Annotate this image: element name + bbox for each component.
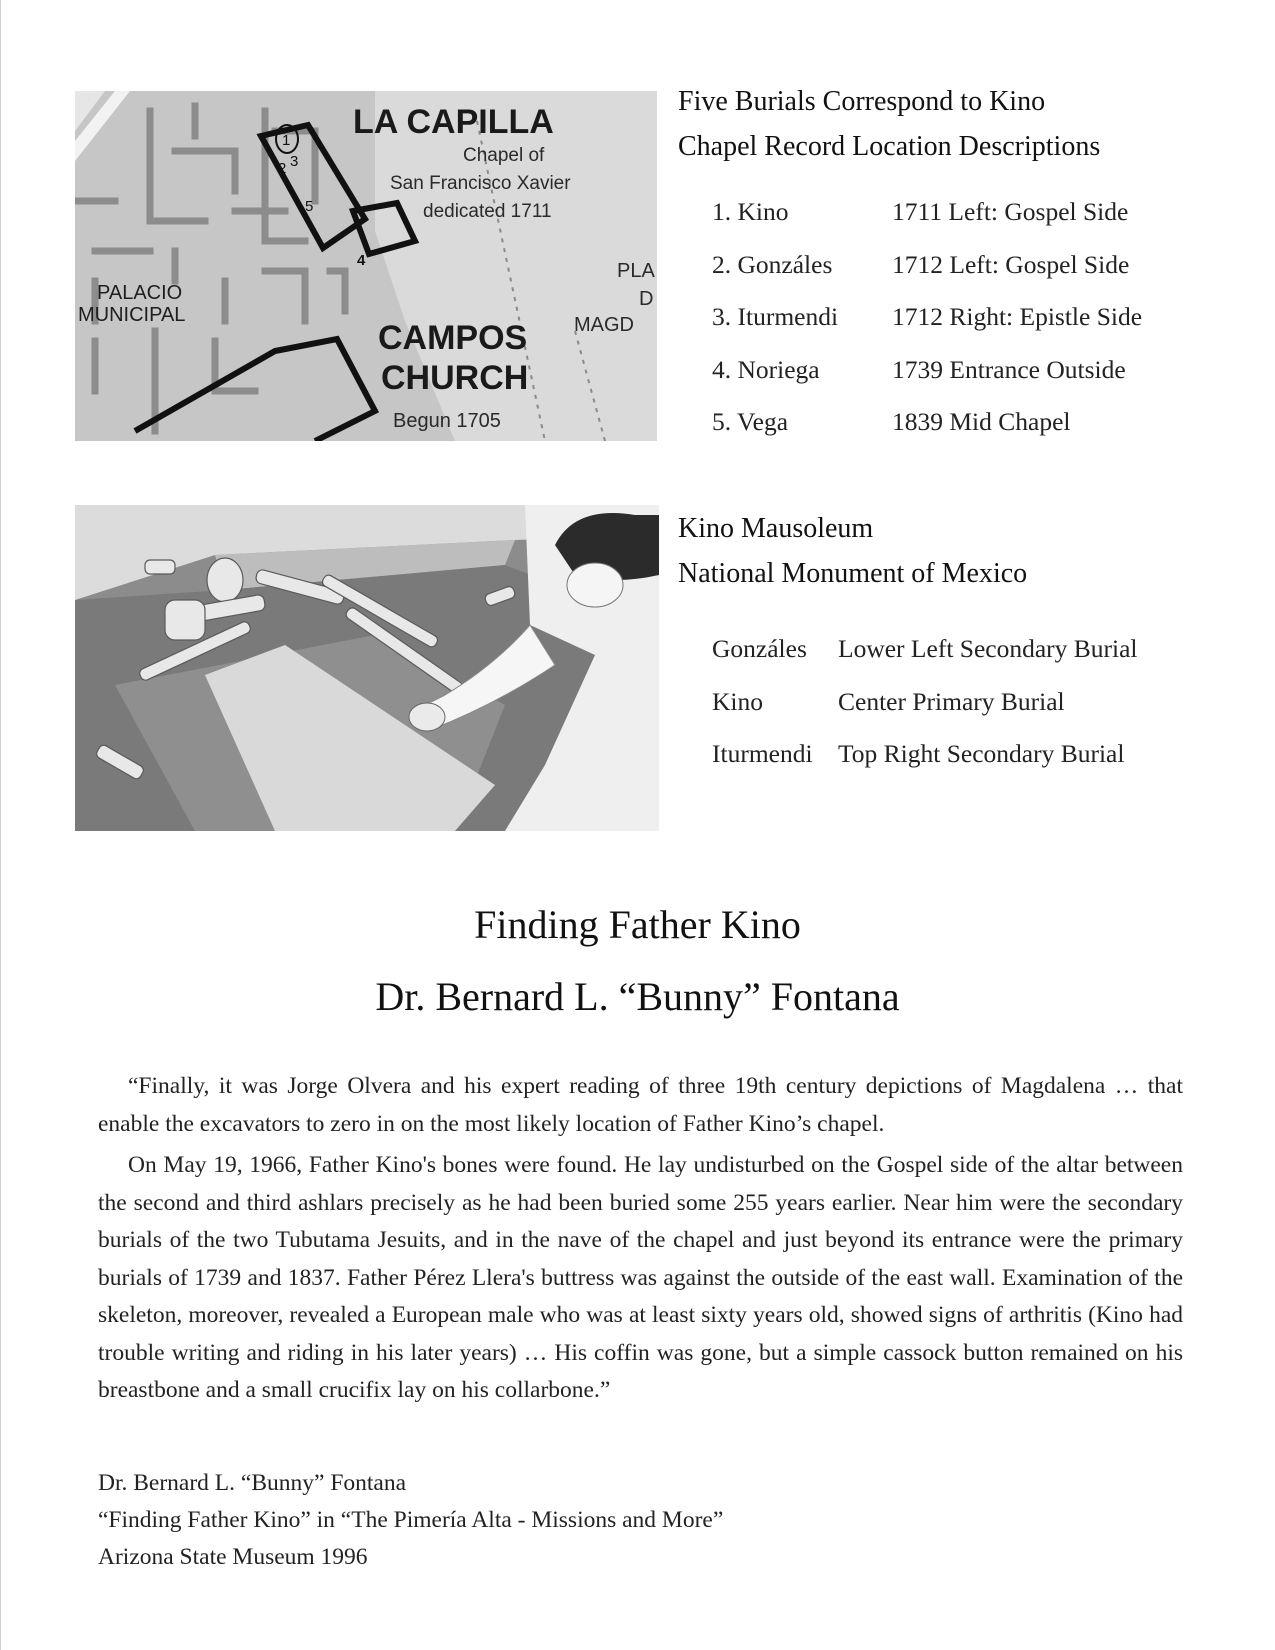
burials-table: [712, 186, 1142, 449]
chapel-site-map: [75, 91, 657, 441]
article-author: Dr. Bernard L. “Bunny” Fontana: [375, 974, 900, 1019]
map-label-chapel-of: Chapel of: [463, 145, 545, 166]
citation-publisher: Arizona State Museum 1996: [98, 1544, 368, 1570]
citation-author: Dr. Bernard L. “Bunny” Fontana: [98, 1470, 407, 1496]
burial-row: [712, 239, 1142, 292]
burial-detail: 1711 Left: Gospel Side: [892, 197, 1129, 227]
mausoleum-row: [712, 728, 1138, 781]
map-label-campos: CAMPOS: [378, 319, 528, 357]
burial-name: 3. Iturmendi: [712, 302, 839, 332]
burials-heading: [678, 79, 1100, 169]
burial-detail: 1839 Mid Chapel: [892, 407, 1071, 437]
burial-name: 1. Kino: [712, 197, 789, 227]
mausoleum-detail: Lower Left Secondary Burial: [838, 634, 1138, 664]
map-label-palacio: PALACIO: [97, 282, 183, 304]
article-body: [98, 1068, 1183, 1414]
map-marker-2: 2: [278, 160, 287, 177]
citation-source: “Finding Father Kino” in “The Pimería Alta - Missions and More”: [98, 1507, 724, 1533]
article-title: Finding Father Kino: [474, 902, 801, 947]
map-label-begun: Begun 1705: [393, 410, 501, 432]
burial-row: [712, 396, 1142, 449]
map-marker-5: 5: [305, 198, 314, 215]
map-label-dedicated: dedicated 1711: [423, 201, 552, 222]
mausoleum-name: Iturmendi: [712, 739, 813, 769]
burial-detail: 1712 Right: Epistle Side: [892, 302, 1143, 332]
map-marker-3: 3: [290, 153, 299, 170]
map-label-municipal: MUNICIPAL: [78, 304, 186, 326]
mausoleum-heading-line2: National Monument of Mexico: [678, 558, 1028, 589]
map-marker-4: 4: [357, 252, 366, 269]
mausoleum-detail: Center Primary Burial: [838, 686, 1065, 716]
mausoleum-heading: [678, 506, 1027, 596]
burial-detail: 1739 Entrance Outside: [892, 354, 1126, 384]
burial-name: 2. Gonzáles: [712, 249, 833, 279]
map-label-la-capilla: LA CAPILLA: [353, 103, 554, 141]
burial-name: 4. Noriega: [712, 354, 820, 384]
burial-row: [712, 291, 1142, 344]
map-label-san-francisco: San Francisco Xavier: [390, 173, 571, 194]
mausoleum-heading-line1: Kino Mausoleum: [678, 513, 874, 544]
mausoleum-name: Gonzáles: [712, 634, 807, 664]
burial-row: [712, 186, 1142, 239]
map-label-pla: PLA: [617, 260, 655, 282]
burial-row: [712, 344, 1142, 397]
burial-name: 5. Vega: [712, 407, 789, 437]
article-paragraph: On May 19, 1966, Father Kino's bones were found. He lay undisturbed on the Gospel side of the altar between the second and third ashlars precisely as he had been buried some 255 years earlier. Near him were the secondary burials of the two Tubutama Jesuits, and in the nave of the chapel and just beyond its entrance were the primary burials of 1739 and 1837. Father Pérez Llera's buttress was against the outside of the east wall. Examination of the skeleton, moreover, revealed a European male who was at least sixty years old, showed signs of arthritis (Kino had trouble writing and riding in his later years) … His coffin was gone, but a simple cassock button remained on his breastbone and a small crucifix lay on his collarbone.”: [98, 1152, 1183, 1403]
map-label-d: D: [639, 288, 654, 310]
map-marker-1: 1: [282, 132, 291, 149]
mausoleum-name: Kino: [712, 686, 763, 716]
mausoleum-detail: Top Right Secondary Burial: [838, 739, 1125, 769]
citation: [98, 1465, 723, 1576]
mausoleum-table: [712, 623, 1138, 781]
map-label-magd: MAGD: [574, 314, 634, 336]
map-label-church: CHURCH: [381, 359, 529, 397]
mausoleum-row: [712, 623, 1138, 676]
excavation-photo: [75, 505, 659, 831]
burial-detail: 1712 Left: Gospel Side: [892, 249, 1130, 279]
burials-heading-line1: Five Burials Correspond to Kino: [678, 86, 1046, 117]
article-paragraph: “Finally, it was Jorge Olvera and his expert reading of three 19th century depictions of Magdalena … that enable the excavators to zero in on the most likely location of Father Kino’s chapel.: [98, 1073, 1183, 1137]
page-edge: [0, 0, 1, 1650]
mausoleum-row: [712, 676, 1138, 729]
burials-heading-line2: Chapel Record Location Descriptions: [678, 131, 1101, 162]
